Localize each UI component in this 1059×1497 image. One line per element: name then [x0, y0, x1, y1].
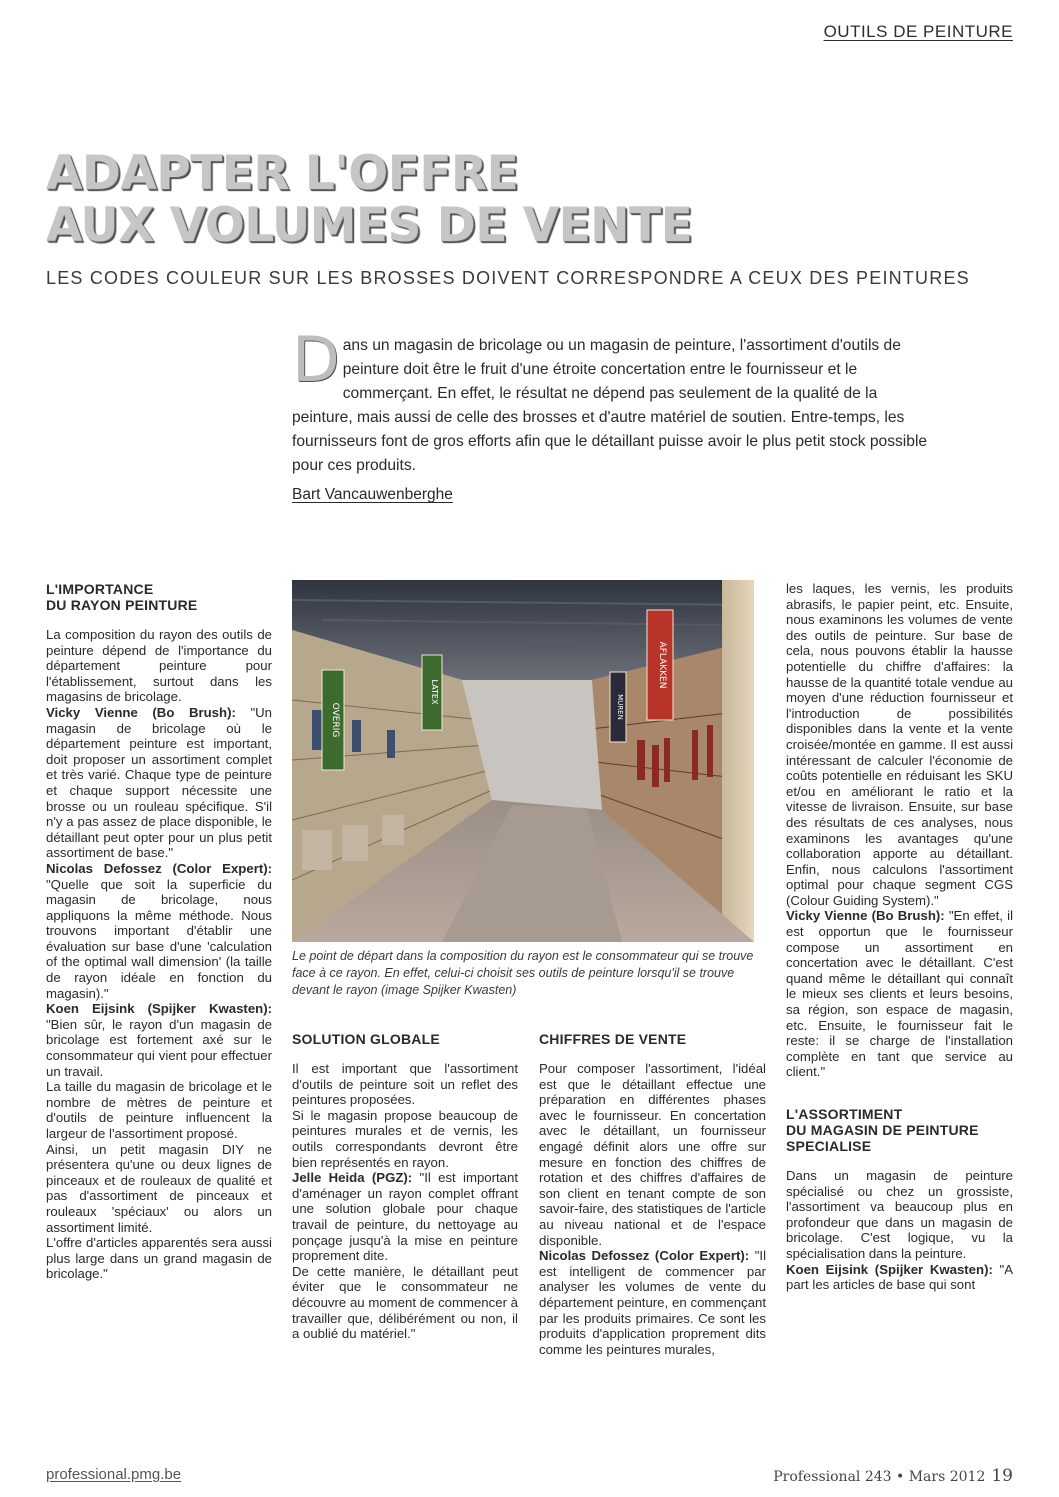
heading-line: DU RAYON PEINTURE — [46, 597, 198, 613]
quote-text: "Il est important d'aménager un rayon complet offrant une solution globale pour chaque travail de peinture, du nettoyage au ponçage jusqu'à la mise en peinture proprement dite. — [292, 1170, 518, 1264]
section-tag: OUTILS DE PEINTURE — [823, 22, 1013, 41]
quote-text: "Un magasin de bricolage où le département peinture est important, doit proposer un assortiment complet et très varié. Chaque type de peinture et chaque support nécessite une brosse ou un rouleau spécifique. S'il n'y a pas assez de place disponible, le détaillant peut opter pour un plus petit assortiment de base." — [46, 704, 273, 861]
column-3 — [539, 1031, 766, 1357]
paragraph: Si le magasin propose beaucoup de peintures murales et de vernis, les outils correspondants devront être bien représentés en rayon. — [292, 1107, 518, 1170]
paragraph: les laques, les vernis, les produits abrasifs, le papier peint, etc. Ensuite, nous examinons les volumes de vente des outils de peinture. Sur base de cela, nous pouvons établir la hausse potentielle du chiffre d'affaires: la hausse de la quantité totale vendue au moyen d'une réduction fournisseur et l'introduction de possibilités disponibles dans la vente et la vente croisée/montée en gamme. Il est aussi intéressant de calculer l'économie de coûts potentielle en réduisant les SKU et/ou en améliorant le ratio et la vitesse de livraison. Ensuite, sur base des résultats de ces analyses, nous examinons les avantages qu'une collaboration apporte au détaillant. Enfin, nous calculons l'assortiment optimal pour chaque segment CGS (Colour Guiding System)." — [786, 581, 1013, 908]
issue-label: Professional 243 • Mars 2012 — [773, 1469, 986, 1485]
quote-paragraph — [292, 1170, 518, 1264]
intro-paragraph — [292, 323, 932, 478]
paragraph: La composition du rayon des outils de peinture dépend de l'importance du département peinture pour l'établissement, surtout dans les magasins de bricolage. — [46, 627, 272, 705]
article-title — [46, 148, 692, 252]
sign-aflakken: AFLAKKEN — [657, 641, 667, 689]
paragraph: De cette manière, le détaillant peut éviter que le consommateur ne découvre au moment de commencer à travailler que, délibérément ou non, il a oublié du matériel." — [292, 1263, 518, 1342]
paragraph: Il est important que l'assortiment d'outils de peinture soit un reflet des peintures proposées. — [292, 1061, 518, 1108]
speaker-name: Koen Eijsink (Spijker Kwasten): — [786, 1261, 993, 1277]
heading-line: SPECIALISE — [786, 1138, 872, 1154]
speaker-name: Vicky Vienne (Bo Brush): — [46, 704, 236, 720]
store-aisle-photo — [292, 580, 754, 942]
intro-text: ans un magasin de bricolage ou un magasin de peinture, l'assortiment d'outils de peinture doit être le fruit d'une étroite concertation entre le fournisseur et le commerçant. En effet, le résultat ne dépend pas seulement de la qualité de la peinture, mais aussi de celle des brosses et d'autre matériel de soutien. Entre-temps, les fournisseurs font de gros efforts afin que le détaillant puisse avoir le plus petit stock possible pour ces produits. — [292, 337, 928, 474]
article-subtitle: LES CODES COULEUR SUR LES BROSSES DOIVENT CORRESPONDRE A CEUX DES PEINTURES — [46, 268, 970, 288]
footer-website-link[interactable]: professional.pmg.be — [46, 1466, 182, 1483]
sign-muren: MUREN — [616, 694, 624, 720]
heading-line: L'ASSORTIMENT — [786, 1106, 903, 1122]
photo-illustration — [292, 580, 754, 942]
heading-chiffres-de-vente: CHIFFRES DE VENTE — [539, 1031, 687, 1047]
sign-overig: OVERIG — [330, 702, 340, 738]
quote-paragraph — [786, 1262, 1013, 1293]
quote-paragraph — [46, 1001, 272, 1079]
heading-solution-globale: SOLUTION GLOBALE — [292, 1031, 440, 1047]
quote-text: "Bien sûr, le rayon d'un magasin de bricolage est fortement axé sur le consommateur qui vient pour effectuer un travail. — [46, 1016, 272, 1079]
speaker-name: Jelle Heida (PGZ): — [292, 1170, 413, 1186]
quote-paragraph — [46, 861, 272, 1001]
quote-text: "En effet, il est opportun que le fournisseur compose un assortiment en concertation avec le détaillant. C'est quand même le détaillant qui connaît le mieux ses clients et leurs besoins, sa région, son espace de magasin, etc. Ensuite, le fournisseur fait le reste: il se charge de l'installation complète en tant que service au client." — [786, 908, 1014, 1080]
speaker-name: Nicolas Defossez (Color Expert): — [539, 1248, 750, 1264]
column-1 — [46, 581, 272, 1282]
paragraph: Ainsi, un petit magasin DIY ne présentera qu'une ou deux lignes de pinceaux et de rouleaux de qualité et pas d'assortiment de pinceaux et rouleaux 'spéciaux' ou alors un assortiment limité. — [46, 1141, 272, 1235]
quote-paragraph — [46, 705, 272, 861]
quote-text: "Quelle que soit la superficie du magasin de bricolage, nous appliquons la même méthode. Nous trouvons important d'établir une évaluation sur base d'une 'calculation of the optimal wall dimension' (la taille de rayon idéale en fonction du magasin)." — [46, 876, 272, 1001]
quote-text: "Il est intelligent de commencer par analyser les volumes de vente du département peinture, en commençant par les produits primaires. Ce sont les produits d'application proprement dits comme les peintures murales, — [539, 1248, 766, 1357]
drop-cap: D — [292, 323, 340, 396]
paragraph: L'offre d'articles apparentés sera aussi plus large dans un grand magasin de bricolage." — [46, 1235, 272, 1282]
column-4 — [786, 581, 1013, 1293]
page-number: 19 — [991, 1466, 1013, 1486]
heading-line: DU MAGASIN DE PEINTURE — [786, 1122, 979, 1138]
column-2 — [292, 1031, 518, 1342]
heading-assortiment-specialise — [786, 1106, 1013, 1154]
quote-paragraph — [786, 908, 1013, 1080]
photo-caption: Le point de départ dans la composition du rayon est le consommateur qui se trouve face à ce rayon. En effet, celui-ci choisit ses outils de peinture lorsqu'il se trouve devant le rayon (image Spijker Kwasten) — [292, 949, 754, 997]
speaker-name: Koen Eijsink (Spijker Kwasten): — [46, 1001, 272, 1017]
footer-issue-info — [773, 1466, 1013, 1486]
speaker-name: Vicky Vienne (Bo Brush): — [786, 908, 945, 924]
paragraph: Pour composer l'assortiment, l'idéal est que le détaillant effectue une préparation en différentes phases avec le fournisseur. En concertation avec le détaillant, un fournisseur engagé définit alors une offre sur mesure en fonction des chiffres de rotation et des chiffres d'affaires de son client en tenant compte de son savoir-faire, des statistiques de l'article au niveau national et de l'espace disponible. — [539, 1061, 766, 1248]
paragraph: Dans un magasin de peinture spécialisé ou chez un grossiste, l'assortiment va beaucoup plus en profondeur que dans un magasin de bricolage. C'est logique, vu la spécialisation dans la peinture. — [786, 1168, 1013, 1261]
author-byline: Bart Vancauwenberghe — [292, 486, 453, 503]
heading-line: L'IMPORTANCE — [46, 581, 154, 597]
quote-paragraph — [539, 1248, 766, 1357]
title-line-1: ADAPTER L'OFFRE — [46, 146, 519, 201]
title-line-2: AUX VOLUMES DE VENTE — [46, 198, 693, 253]
heading-importance — [46, 581, 272, 613]
speaker-name: Nicolas Defossez (Color Expert): — [46, 860, 272, 876]
sign-latex: LATEX — [430, 679, 439, 705]
paragraph: La taille du magasin de bricolage et le nombre de mètres de peinture et d'outils de peinture influencent la largeur de l'assortiment proposé. — [46, 1079, 272, 1141]
quote-text: "A part les articles de base qui sont — [786, 1261, 1013, 1293]
